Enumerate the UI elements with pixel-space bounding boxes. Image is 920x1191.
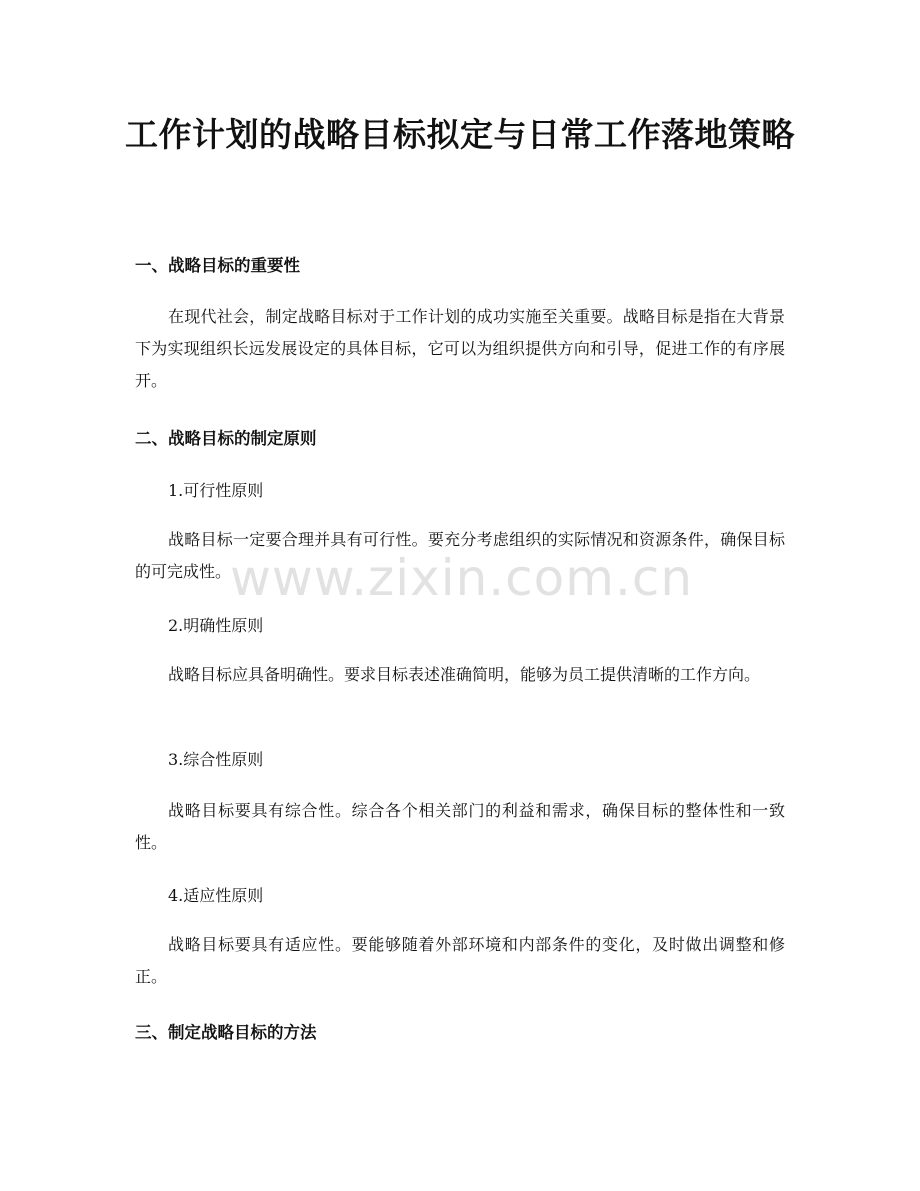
principle-heading-3: 3.综合性原则	[168, 750, 264, 769]
principle-4-paragraph: 战略目标要具有适应性。要能够随着外部环境和内部条件的变化，及时做出调整和修正。	[135, 935, 785, 986]
section-heading-1: 一、战略目标的重要性	[135, 256, 300, 275]
principle-1-paragraph: 战略目标一定要合理并具有可行性。要充分考虑组织的实际情况和资源条件，确保目标的可完成性。	[135, 530, 785, 581]
principle-heading-1: 1.可行性原则	[168, 481, 264, 500]
section-1-paragraph: 在现代社会，制定战略目标对于工作计划的成功实施至关重要。战略目标是指在大背景下为实现组织长远发展设定的具体目标，它可以为组织提供方向和引导，促进工作的有序展开。	[135, 307, 785, 390]
principle-heading-4: 4.适应性原则	[168, 886, 264, 905]
principle-3-paragraph: 战略目标要具有综合性。综合各个相关部门的利益和需求，确保目标的整体性和一致性。	[135, 801, 785, 852]
document-title: 工作计划的战略目标拟定与日常工作落地策略	[125, 115, 795, 154]
section-heading-3: 三、制定战略目标的方法	[135, 1023, 317, 1042]
principle-2-paragraph: 战略目标应具备明确性。要求目标表述准确简明，能够为员工提供清晰的工作方向。	[168, 665, 761, 684]
principle-heading-2: 2.明确性原则	[168, 616, 264, 635]
watermark: www.zixin.com.cn	[230, 549, 694, 607]
section-heading-2: 二、战略目标的制定原则	[135, 429, 317, 448]
